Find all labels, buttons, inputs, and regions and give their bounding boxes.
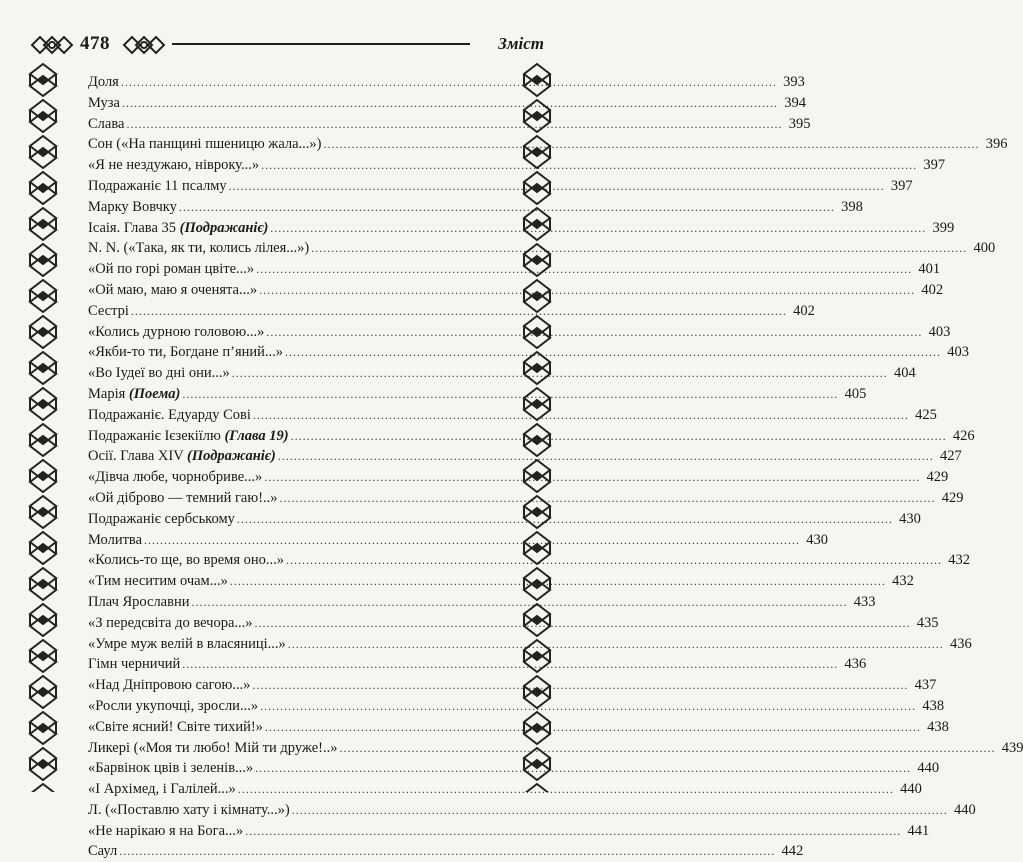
toc-entry-title: [88, 280, 257, 301]
toc-entry-page-number: 432: [948, 552, 971, 569]
toc-entry-title: [88, 134, 322, 155]
toc-entry-title-text: Ликері («Моя ти любо! Мій ти друже!..»: [88, 739, 338, 756]
toc-entry-title: [88, 218, 268, 239]
toc-entry-page-number: 427: [939, 448, 962, 465]
toc-entry[interactable]: [88, 592, 876, 613]
toc-entry-title: [88, 405, 251, 426]
toc-entry[interactable]: [88, 696, 945, 717]
toc-entry-page-number: 425: [915, 406, 937, 423]
toc-entry-page-number: 402: [921, 281, 944, 298]
toc-entry-subtitle: (Поема): [128, 385, 181, 402]
dot-leader: [311, 238, 967, 259]
toc-entry[interactable]: [88, 114, 811, 135]
toc-entry[interactable]: [88, 72, 805, 93]
toc-entry[interactable]: [88, 363, 916, 384]
dot-leader: [270, 218, 926, 239]
toc-entry-page-number: 426: [952, 427, 975, 444]
toc-entry-title-text: «Дівча любе, чорнобриве...»: [88, 469, 263, 486]
toc-entry-title: [88, 426, 289, 447]
toc-entry-page-number: 440: [954, 801, 976, 818]
toc-entry-page-number: 436: [844, 656, 867, 673]
toc-entry-title-text: Сестрі: [88, 302, 129, 319]
toc-entry-page-number: 395: [788, 115, 811, 132]
toc-entry[interactable]: [88, 197, 863, 218]
toc-entry-page-number: 401: [918, 261, 941, 278]
dot-leader: [192, 592, 848, 613]
dot-leader: [339, 738, 995, 759]
dot-leader: [237, 509, 893, 530]
toc-entry-title: [88, 114, 124, 135]
dot-leader: [286, 550, 942, 571]
toc-entry-title-text: Подражаніє. Едуарду Сові: [88, 406, 251, 423]
toc-entry-title-text: Саул: [88, 843, 118, 860]
dot-leader: [265, 717, 921, 738]
toc-entry-page-number: 433: [853, 593, 876, 610]
toc-entry-title: [88, 654, 180, 675]
toc-entry-title: [88, 738, 337, 759]
toc-entry-title: [88, 467, 262, 488]
toc-entry-page-number: 403: [928, 323, 951, 340]
toc-entry-title-text: Молитва: [88, 531, 143, 548]
dot-leader: [144, 530, 800, 551]
toc-entry-page-number: 403: [947, 344, 970, 361]
toc-entry[interactable]: [88, 342, 970, 363]
toc-entry-title: [88, 93, 120, 114]
dot-leader: [253, 405, 909, 426]
toc-entry[interactable]: [88, 821, 930, 842]
toc-entry[interactable]: [88, 613, 939, 634]
toc-entry-page-number: 430: [899, 510, 921, 527]
toc-entry-title-text: «Якби-то ти, Богдане п’яний...»: [88, 344, 284, 361]
toc-entry[interactable]: [88, 446, 962, 467]
dot-leader: [266, 322, 922, 343]
toc-entry-page-number: 400: [973, 240, 996, 257]
dot-leader: [245, 821, 901, 842]
dot-leader: [119, 841, 775, 862]
dot-leader: [122, 93, 778, 114]
toc-entry-title-text: «І Архімед, і Галілей...»: [88, 781, 236, 798]
toc-entry[interactable]: [88, 488, 964, 509]
toc-entry-title-text: Л. («Поставлю хату і кімнату...»): [88, 801, 290, 818]
left-ornament-border: [26, 62, 60, 792]
toc-entry-title: [88, 384, 180, 405]
toc-entry-title: [88, 717, 263, 738]
toc-entry-page-number: 436: [950, 635, 972, 652]
dot-leader: [182, 654, 838, 675]
dot-leader: [260, 696, 916, 717]
table-of-contents: [88, 72, 1023, 862]
toc-entry-page-number: 432: [892, 573, 914, 590]
toc-entry-title-text: Осії. Глава XIV: [88, 448, 188, 465]
toc-entry-title: [88, 675, 250, 696]
toc-entry-page-number: 394: [784, 94, 806, 111]
toc-entry[interactable]: [88, 634, 972, 655]
toc-entry-page-number: 396: [985, 136, 1008, 153]
toc-entry-page-number: 404: [894, 365, 916, 382]
toc-entry-page-number: 429: [941, 489, 964, 506]
toc-entry-title-text: Сон («На панщині пшеницю жала...»): [88, 136, 322, 153]
toc-entry[interactable]: [88, 841, 804, 862]
dot-leader: [255, 758, 911, 779]
dot-leader: [291, 426, 947, 447]
toc-entry[interactable]: [88, 176, 913, 197]
toc-entry-page-number: 439: [1001, 739, 1023, 756]
toc-entry-title-text: «Барвінок цвів і зеленів...»: [88, 760, 254, 777]
toc-entry-title: [88, 634, 286, 655]
toc-entry[interactable]: [88, 238, 996, 259]
toc-entry[interactable]: [88, 155, 946, 176]
page-number: 478: [80, 33, 110, 54]
toc-entry-title: [88, 800, 290, 821]
toc-entry-page-number: 441: [907, 822, 930, 839]
toc-entry-title-text: Гімн черничий: [88, 656, 181, 673]
toc-entry[interactable]: [88, 717, 949, 738]
toc-entry-title: [88, 342, 283, 363]
toc-entry-title: [88, 322, 264, 343]
toc-entry-title-text: «З передсвіта до вечора...»: [88, 614, 253, 631]
dot-leader: [261, 155, 917, 176]
toc-entry-title-text: «Колись дурною головою...»: [88, 323, 265, 340]
toc-entry-title: [88, 259, 254, 280]
toc-entry-title: [88, 841, 117, 862]
toc-entry-title-text: «Ой діброво — темний гаю!..»: [88, 489, 278, 506]
dot-leader: [292, 800, 948, 821]
toc-entry[interactable]: [88, 301, 815, 322]
toc-entry[interactable]: [88, 259, 941, 280]
dot-leader: [230, 571, 886, 592]
toc-entry[interactable]: [88, 426, 975, 447]
toc-entry-title: [88, 72, 119, 93]
toc-entry-title: [88, 197, 177, 218]
toc-entry-title-text: «Ой по горі роман цвіте...»: [88, 261, 255, 278]
toc-entry-title-text: Плач Ярославни: [88, 593, 190, 610]
dot-leader: [252, 675, 908, 696]
toc-entry[interactable]: [88, 571, 914, 592]
dot-leader: [280, 488, 936, 509]
toc-entry-title-text: «Світе ясний! Світе тихий!»: [88, 718, 263, 735]
toc-entry[interactable]: [88, 654, 867, 675]
toc-entry-page-number: 405: [844, 385, 867, 402]
toc-entry-title-text: «Ой маю, маю я оченята...»: [88, 281, 258, 298]
knot-ornament-icon: [30, 32, 74, 58]
braid-ornament-icon: [26, 62, 60, 792]
toc-entry-page-number: 429: [926, 469, 949, 486]
toc-entry-title-text: «Умре муж велій в власяниці...»: [88, 635, 286, 652]
toc-entry-title: [88, 613, 253, 634]
toc-entry[interactable]: [88, 467, 949, 488]
toc-entry-title: [88, 592, 190, 613]
toc-entry-page-number: 398: [841, 198, 863, 215]
toc-entry-page-number: 402: [793, 302, 815, 319]
toc-entry[interactable]: [88, 280, 944, 301]
dot-leader: [278, 446, 934, 467]
dot-leader: [288, 634, 944, 655]
toc-entry-title: [88, 550, 284, 571]
toc-entry[interactable]: [88, 134, 1008, 155]
toc-entry-title-text: «Тим неситим очам...»: [88, 573, 228, 590]
toc-entry-title-text: «Росли укупочці, зросли...»: [88, 697, 259, 714]
toc-entry-title: [88, 696, 258, 717]
toc-entry[interactable]: [88, 550, 971, 571]
toc-entry-title-text: Подражаніє Ієзекіїлю: [88, 427, 225, 444]
dot-leader: [121, 72, 777, 93]
toc-entry[interactable]: [88, 218, 955, 239]
toc-entry-title: [88, 238, 309, 259]
dot-leader: [232, 363, 888, 384]
dot-leader: [126, 114, 782, 135]
dot-leader: [285, 342, 941, 363]
dot-leader: [324, 134, 980, 155]
toc-entry-subtitle: (Глава 19): [224, 427, 289, 444]
section-title: Зміст: [498, 34, 544, 53]
toc-entry-title: [88, 779, 236, 800]
toc-entry-title-text: Марія: [88, 385, 129, 402]
toc-entry-title-text: Муза: [88, 94, 120, 111]
toc-entry[interactable]: [88, 800, 976, 821]
dot-leader: [256, 259, 912, 280]
knot-ornament-icon: [122, 32, 166, 58]
toc-entry-page-number: 393: [783, 74, 805, 90]
toc-entry-title: [88, 155, 259, 176]
toc-entry-page-number: 437: [914, 677, 937, 694]
toc-entry[interactable]: [88, 779, 922, 800]
toc-entry-page-number: 430: [806, 531, 829, 548]
page-header: [22, 30, 550, 60]
toc-entry-title-text: Марку Вовчку: [88, 198, 177, 215]
toc-entry-title-text: «Над Дніпровою сагою...»: [88, 677, 251, 694]
toc-entry-title: [88, 821, 243, 842]
toc-entry-title: [88, 758, 253, 779]
toc-entry-page-number: 397: [923, 157, 946, 174]
toc-entry-page-number: 399: [932, 219, 955, 236]
dot-leader: [264, 467, 920, 488]
toc-entry[interactable]: [88, 738, 1023, 759]
toc-entry-title: [88, 363, 230, 384]
toc-entry[interactable]: [88, 405, 937, 426]
toc-entry-title: [88, 176, 227, 197]
toc-entry-title-text: «Я не нездужаю, нівроку...»: [88, 157, 260, 174]
toc-entry-title-text: «Колись-то ще, во время оно...»: [88, 552, 285, 569]
toc-entry-title: [88, 446, 276, 467]
toc-entry-page-number: 440: [900, 781, 922, 798]
dot-leader: [259, 280, 915, 301]
toc-entry-title: [88, 571, 228, 592]
toc-entry-subtitle: (Подражаніє): [187, 448, 276, 465]
toc-entry-title-text: Доля: [88, 74, 119, 90]
toc-entry-page-number: 440: [917, 760, 940, 777]
toc-entry-title-text: Подражаніє 11 псалму: [88, 177, 227, 194]
toc-entry-title-text: «Не нарікаю я на Бога...»: [88, 822, 244, 839]
toc-entry-title: [88, 301, 129, 322]
toc-entry-title: [88, 530, 142, 551]
dot-leader: [179, 197, 835, 218]
toc-entry[interactable]: [88, 509, 921, 530]
toc-entry[interactable]: [88, 93, 806, 114]
dot-leader: [255, 613, 911, 634]
toc-entry-page-number: 442: [781, 843, 804, 860]
toc-entry[interactable]: [88, 675, 937, 696]
toc-entry[interactable]: [88, 758, 940, 779]
toc-entry-title: [88, 488, 278, 509]
dot-leader: [229, 176, 885, 197]
toc-entry[interactable]: [88, 384, 867, 405]
toc-entry-title-text: «Во Іудеї во дні они...»: [88, 365, 230, 382]
toc-entry-title-text: Слава: [88, 115, 125, 132]
dot-leader: [131, 301, 787, 322]
toc-entry-page-number: 397: [890, 177, 913, 194]
header-rule: [172, 43, 470, 45]
toc-entry-title-text: Ісаія. Глава 35: [88, 219, 180, 236]
toc-entry[interactable]: [88, 530, 829, 551]
dot-leader: [238, 779, 894, 800]
toc-entry-page-number: 435: [916, 614, 939, 631]
toc-entry-title: [88, 509, 235, 530]
toc-entry-title-text: N. N. («Така, як ти, колись лілея...»): [88, 240, 310, 257]
toc-entry[interactable]: [88, 322, 951, 343]
toc-entry-page-number: 438: [927, 718, 949, 735]
toc-entry-page-number: 438: [922, 697, 945, 714]
toc-entry-subtitle: (Подражаніє): [179, 219, 269, 236]
toc-entry-title-text: Подражаніє сербському: [88, 510, 235, 527]
dot-leader: [182, 384, 838, 405]
